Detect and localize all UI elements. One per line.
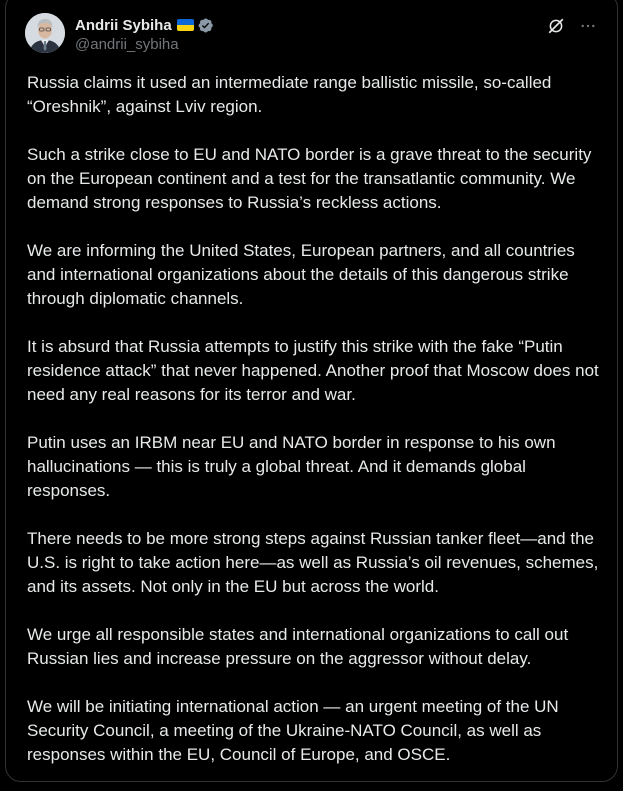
tweet-card — [5, 0, 618, 782]
tweet-paragraph: Such a strike close to EU and NATO border is a grave threat to the security on the European continent and a test for the transatlantic community. We demand strong responses to Russia’s reckless actions. — [27, 145, 592, 212]
tweet-paragraph: It is absurd that Russia attempts to justify this strike with the fake “Putin residence attack” that never happened. Another proof that Moscow does not need any real reasons for its terror and war. — [27, 337, 599, 404]
verified-badge-icon[interactable] — [197, 17, 214, 34]
tweet-paragraph: We are informing the United States, European partners, and all countries and international organizations about the details of this dangerous strike through diplomatic channels. — [27, 241, 575, 308]
ukraine-flag-icon — [177, 19, 194, 31]
tweet-paragraph: There needs to be more strong steps against Russian tanker fleet—and the U.S. is right to take action here—as well as Russia’s oil revenues, schemes, and its assets. Not only in the EU but across the world. — [27, 529, 599, 596]
tweet-paragraph: Putin uses an IRBM near EU and NATO border in response to his own hallucinations — this is truly a global threat. And it demands global responses. — [27, 433, 556, 500]
author-name[interactable]: Andrii Sybiha — [75, 16, 172, 34]
grok-icon[interactable] — [547, 17, 565, 35]
more-options-icon[interactable] — [579, 17, 597, 35]
tweet-actions — [547, 17, 597, 35]
avatar[interactable] — [25, 13, 65, 53]
tweet-header — [25, 13, 597, 57]
avatar-image — [25, 13, 65, 53]
tweet-paragraph: We urge all responsible states and international organizations to call out Russian lies and increase pressure on the aggressor without delay. — [27, 625, 569, 668]
tweet-paragraph: Russia claims it used an intermediate range ballistic missile, so-called “Oreshnik”, against Lviv region. — [27, 73, 552, 116]
user-info — [75, 15, 214, 53]
name-row — [75, 15, 214, 35]
author-handle[interactable]: @andrii_sybiha — [75, 36, 179, 53]
tweet-text — [27, 71, 602, 791]
tweet-paragraph: We will be initiating international action — an urgent meeting of the UN Security Council, a meeting of the Ukraine-NATO Council, as well as responses within the EU, Council of Europe, and OSCE. — [27, 697, 559, 764]
